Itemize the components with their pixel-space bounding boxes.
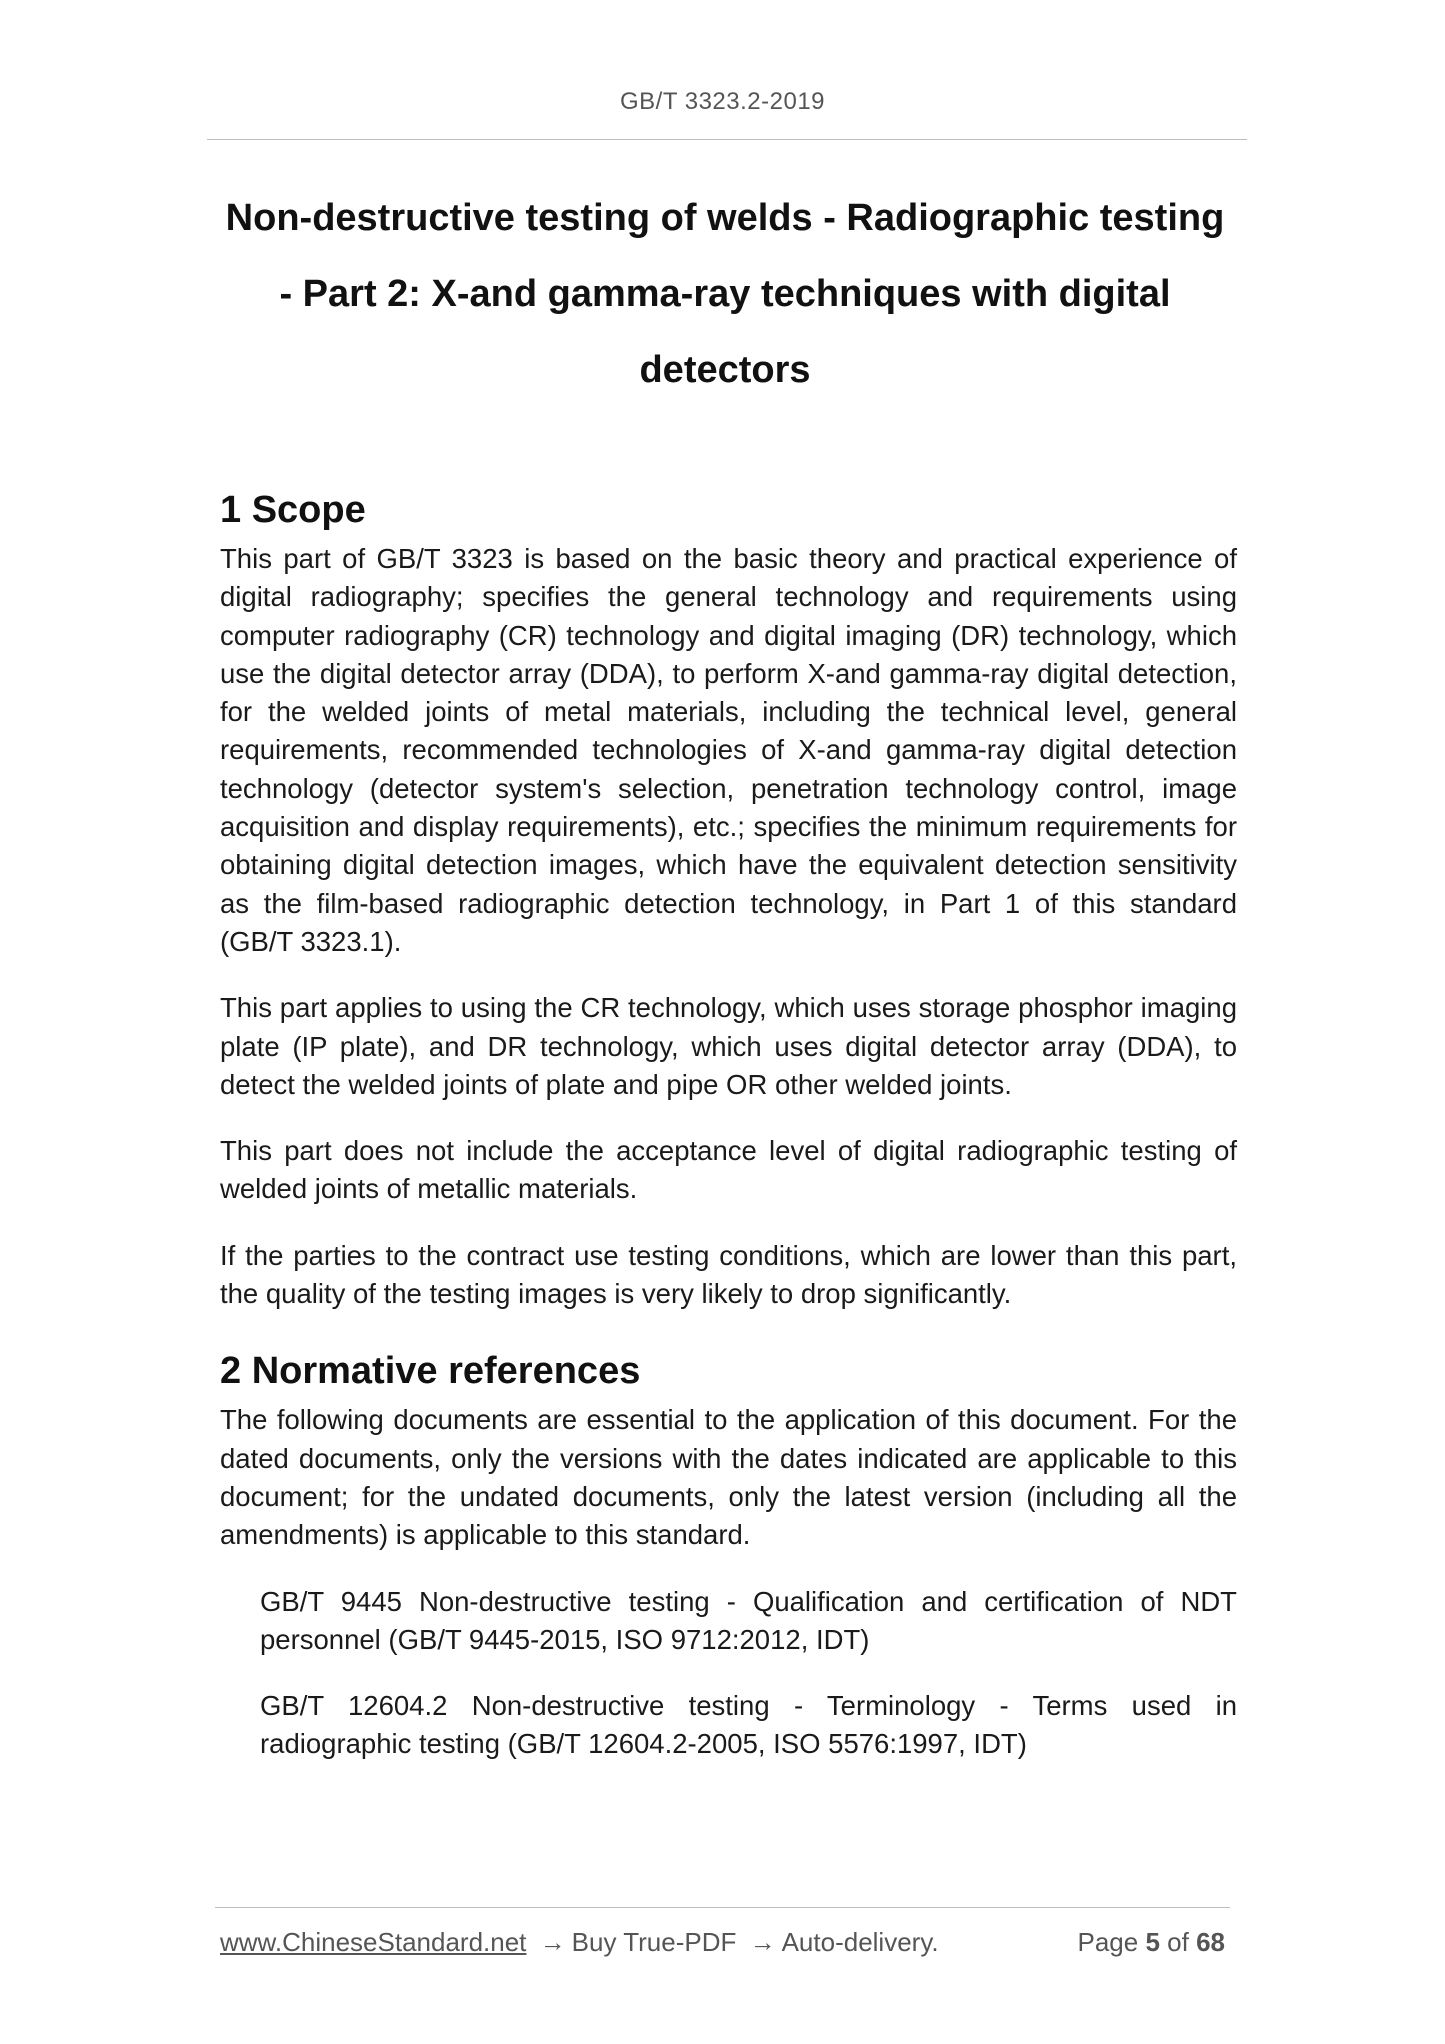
of-label: of: [1167, 1927, 1189, 1957]
page-indicator: [1077, 1927, 1225, 1958]
current-page-number: 5: [1145, 1927, 1160, 1957]
delivery-text: Auto-delivery.: [781, 1927, 939, 1957]
normative-intro-paragraph: The following documents are essential to the application of this document. For the dated documents, only the versions with the dates indicated are applicable to this document; for the undated documents, only the latest version (including all the amendments) is applicable to this standard.: [220, 1404, 1237, 1551]
document-body: [220, 480, 1237, 1792]
document-title: Non-destructive testing of welds - Radiographic testing - Part 2: X-and gamma-ray techniques with digital detectors: [225, 197, 1225, 391]
scope-paragraph-4: If the parties to the contract use testing conditions, which are lower than this part, the quality of the testing images is very likely to drop significantly.: [220, 1239, 1237, 1310]
arrow-right-icon: →: [539, 1927, 566, 1957]
standard-code-header: GB/T 3323.2-2019: [619, 88, 826, 115]
page-label: Page: [1077, 1927, 1139, 1957]
website-link[interactable]: www.ChineseStandard.net: [220, 1927, 527, 1957]
reference-item: GB/T 9445 Non-destructive testing - Qualification and certification of NDT personnel (GB/T 9445-2015, ISO 9712:2012, IDT): [260, 1585, 1237, 1655]
scope-paragraph-2: This part applies to using the CR technology, which uses storage phosphor imaging plate (IP plate), and DR technology, which uses digital detector array (DDA), to detect the welded joints of plate and pipe OR other welded joints.: [220, 992, 1237, 1100]
footer-divider: [215, 1907, 1230, 1908]
arrow-right-icon: →: [749, 1927, 776, 1957]
buy-text: Buy True-PDF: [571, 1927, 737, 1957]
scope-paragraph-3: This part does not include the acceptance level of digital radiographic testing of welded joints of metallic materials.: [220, 1135, 1237, 1205]
section-heading-scope: 1 Scope: [220, 489, 366, 531]
footer-promo: [220, 1927, 939, 1958]
total-page-count: 68: [1196, 1927, 1225, 1957]
header-divider: [207, 139, 1247, 140]
section-heading-normative-references: 2 Normative references: [220, 1350, 641, 1393]
reference-item: GB/T 12604.2 Non-destructive testing - Terminology - Terms used in radiographic testing (GB/T 12604.2-2005, ISO 5576:1997, IDT): [260, 1690, 1237, 1760]
scope-paragraph-1: This part of GB/T 3323 is based on the basic theory and practical experience of digital radiography; specifies the general technology and requirements using computer radiography (CR) technology and digital imaging (DR) technology, which use the digital detector array (DDA), to perform X-and gamma-ray digital detection, for the welded joints of metal materials, including the technical level, general requirements, recommended technologies of X-and gamma-ray digital detection technology (detector system's selection, penetration technology control, image acquisition and display requirements), etc.; specifies the minimum requirements for obtaining digital detection images, which have the equivalent detection sensitivity as the film-based radiographic detection technology, in Part 1 of this standard (GB/T 3323.1).: [220, 543, 1237, 957]
